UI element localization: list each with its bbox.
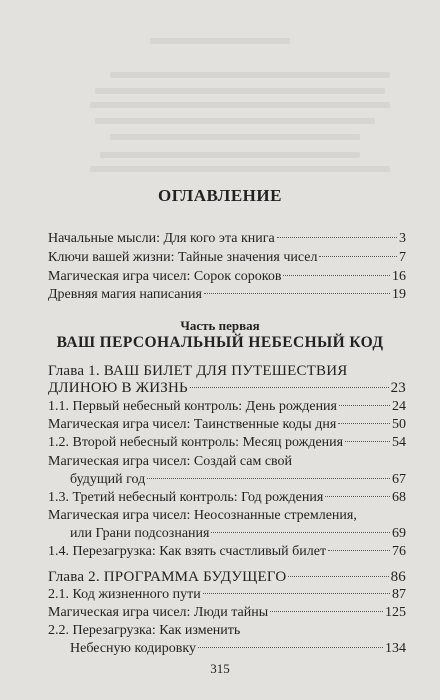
bleed-line	[95, 118, 375, 124]
bleed-line	[90, 166, 390, 172]
entry-title: или Грани подсознания	[70, 526, 210, 541]
entry-page: 67	[392, 472, 406, 487]
dot-leader	[203, 593, 390, 594]
entry-title: Магическая игра чисел: Сорок сороков	[48, 269, 282, 284]
entry-title: Магическая игра чисел: Создай сам свой	[48, 454, 293, 469]
entry-title: Магическая игра чисел: Неосознанные стремления,	[48, 508, 357, 523]
toc-entry	[48, 434, 406, 452]
dot-leader	[283, 275, 390, 276]
toc-entry	[48, 622, 406, 640]
entry-page: 86	[390, 569, 406, 585]
dot-leader	[319, 256, 397, 257]
toc-title: ОГЛАВЛЕНИЕ	[158, 186, 282, 205]
dot-leader	[190, 387, 389, 388]
entry-title: будущий год	[70, 472, 146, 487]
dot-leader	[277, 237, 397, 238]
bleed-line	[90, 102, 390, 108]
entry-page: 125	[385, 605, 406, 620]
chapter-heading-text: Глава 1. ВАШ БИЛЕТ ДЛЯ ПУТЕШЕСТВИЯ	[48, 363, 348, 379]
chapter-heading-cont	[48, 379, 406, 397]
toc-entry	[48, 268, 406, 286]
chapter-heading-text: Глава 2. ПРОГРАММА БУДУЩЕГО	[48, 569, 287, 585]
dot-leader	[270, 611, 383, 612]
toc-entry	[48, 286, 406, 304]
entry-title: Древняя магия написания	[48, 287, 202, 302]
entry-page: 24	[392, 399, 406, 414]
entry-title: Ключи вашей жизни: Тайные значения чисел	[48, 250, 318, 265]
entry-page: 54	[392, 435, 406, 450]
toc-entry	[48, 416, 406, 434]
entry-page: 7	[399, 250, 406, 265]
chapter-heading-text: ДЛИНОЮ В ЖИЗНЬ	[48, 380, 188, 396]
dot-leader	[338, 423, 390, 424]
toc-entry	[48, 398, 406, 416]
toc-entry	[48, 489, 406, 507]
toc-entry	[48, 586, 406, 604]
bleed-through-text	[0, 38, 440, 188]
entry-page: 68	[392, 490, 406, 505]
toc-entry-cont	[70, 471, 406, 489]
toc-entry	[48, 249, 406, 267]
chapter-heading	[48, 568, 406, 586]
toc-entry	[48, 230, 406, 248]
entry-page: 87	[392, 587, 406, 602]
page-number: 315	[210, 661, 230, 676]
dot-leader	[288, 576, 388, 577]
dot-leader	[198, 647, 383, 648]
dot-leader	[147, 478, 390, 479]
dot-leader	[204, 293, 390, 294]
entry-title: 1.4. Перезагрузка: Как взять счастливый билет	[48, 544, 327, 559]
entry-title: Начальные мысли: Для кого эта книга	[48, 231, 275, 246]
entry-page: 134	[385, 641, 406, 656]
bleed-line	[110, 72, 390, 78]
entry-title: 1.1. Первый небесный контроль: День рождения	[48, 399, 337, 414]
toc-entry	[48, 453, 406, 471]
entry-page: 69	[392, 526, 406, 541]
dot-leader	[345, 441, 390, 442]
toc-entry-cont	[70, 640, 406, 658]
entry-title: Магическая игра чисел: Люди тайны	[48, 605, 269, 620]
toc-entry	[48, 543, 406, 561]
toc-entry	[48, 604, 406, 622]
entry-page: 16	[392, 269, 406, 284]
dot-leader	[211, 532, 390, 533]
entry-page: 50	[392, 417, 406, 432]
entry-title: Магическая игра чисел: Таинственные коды дня	[48, 417, 337, 432]
entry-page: 23	[390, 380, 406, 396]
entry-title: Небесную кодировку	[70, 641, 197, 656]
toc-entry-cont	[70, 525, 406, 543]
bleed-line	[150, 38, 290, 44]
entry-title: 1.2. Второй небесный контроль: Месяц рождения	[48, 435, 344, 450]
part-title: ВАШ ПЕРСОНАЛЬНЫЙ НЕБЕСНЫЙ КОД	[56, 334, 384, 351]
dot-leader	[328, 550, 390, 551]
part-label: Часть первая	[180, 318, 260, 333]
entry-page: 76	[392, 544, 406, 559]
chapter-heading	[48, 362, 406, 380]
bleed-line	[95, 88, 385, 94]
dot-leader	[325, 496, 390, 497]
toc-entry	[48, 507, 406, 525]
bleed-line	[100, 152, 360, 158]
entry-title: 1.3. Третий небесный контроль: Год рождения	[48, 490, 324, 505]
bleed-line	[110, 134, 360, 140]
entry-title: 2.2. Перезагрузка: Как изменить	[48, 623, 241, 638]
dot-leader	[339, 405, 390, 406]
entry-page: 19	[392, 287, 406, 302]
entry-page: 3	[399, 231, 406, 246]
entry-title: 2.1. Код жизненного пути	[48, 587, 201, 602]
